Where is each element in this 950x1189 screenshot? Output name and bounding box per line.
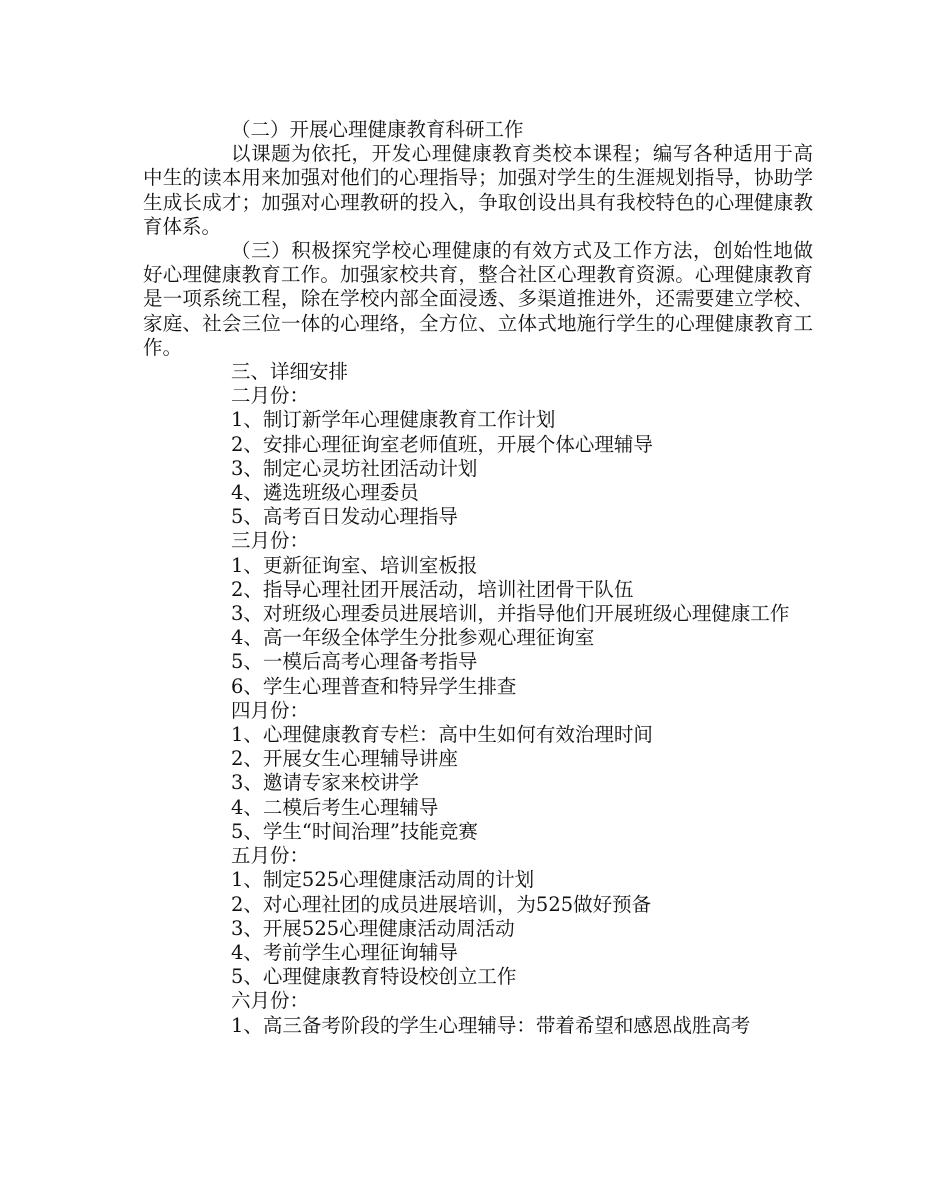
list-item: 5、高考百日发动心理指导	[231, 505, 458, 529]
month-label: 五月份：	[231, 844, 310, 868]
list-item: 1、制定525心理健康活动周的计划	[231, 868, 535, 892]
list-item: 2、开展女生心理辅导讲座	[231, 747, 458, 771]
list-item: 4、考前学生心理征询辅导	[231, 940, 458, 964]
month-label: 四月份：	[231, 698, 310, 722]
list-item: 3、邀请专家来校讲学	[231, 771, 419, 795]
list-item: 6、学生心理普查和特异学生排查	[231, 674, 517, 698]
month-label: 三月份：	[231, 529, 310, 553]
list-item: 3、对班级心理委员进展培训，并指导他们开展班级心理健康工作	[231, 602, 790, 626]
list-item: 1、高三备考阶段的学生心理辅导：带着希望和感恩战胜高考	[231, 1013, 751, 1037]
list-item: 1、更新征询室、培训室板报	[231, 553, 478, 577]
month-label: 六月份：	[231, 989, 310, 1013]
month-label: 二月份：	[231, 384, 310, 408]
list-item: 5、一模后高考心理备考指导	[231, 650, 478, 674]
document-body	[143, 118, 813, 1038]
list-item: 2、安排心理征询室老师值班，开展个体心理辅导	[231, 432, 653, 456]
list-item: 5、学生“时间治理”技能竞赛	[231, 819, 478, 843]
list-item: 4、二模后考生心理辅导	[231, 795, 439, 819]
section-3-paragraph: （三）积极探究学校心理健康的有效方式及工作方法，创始性地做好心理健康教育工作。加强家校共育，整合社区心理教育资源。心理健康教育是一项系统工程，除在学校内部全面浸透、多渠道推进外，还需要建立学校、家庭、社会三位一体的心理络，全方位、立体式地施行学生的心理健康教育工作。	[143, 239, 813, 359]
list-item: 4、遴选班级心理委员	[231, 481, 419, 505]
list-item: 1、心理健康教育专栏：高中生如何有效治理时间	[231, 723, 653, 747]
list-item: 1、制订新学年心理健康教育工作计划	[231, 408, 556, 432]
list-item: 4、高一年级全体学生分批参观心理征询室	[231, 626, 595, 650]
month-february	[143, 384, 813, 529]
section-2-heading: （二）开展心理健康教育科研工作	[231, 118, 524, 141]
section-2-paragraph: 以课题为依托，开发心理健康教育类校本课程；编写各种适用于高中生的读本用来加强对他们的心理指导；加强对学生的生涯规划指导，协助学生成长成才；加强对心理教研的投入，争取创设出具有我校特色的心理健康教育体系。	[143, 142, 813, 238]
schedule-heading: 三、详细安排	[231, 360, 349, 384]
month-march	[143, 529, 813, 698]
month-june	[143, 989, 813, 1037]
list-item: 3、开展525心理健康活动周活动	[231, 916, 515, 940]
list-item: 3、制定心灵坊社团活动计划	[231, 456, 478, 480]
month-may	[143, 844, 813, 989]
list-item: 2、指导心理社团开展活动，培训社团骨干队伍	[231, 577, 634, 601]
month-april	[143, 699, 813, 844]
list-item: 2、对心理社团的成员进展培训，为525做好预备	[231, 892, 652, 916]
list-item: 5、心理健康教育特设校创立工作	[231, 965, 517, 989]
